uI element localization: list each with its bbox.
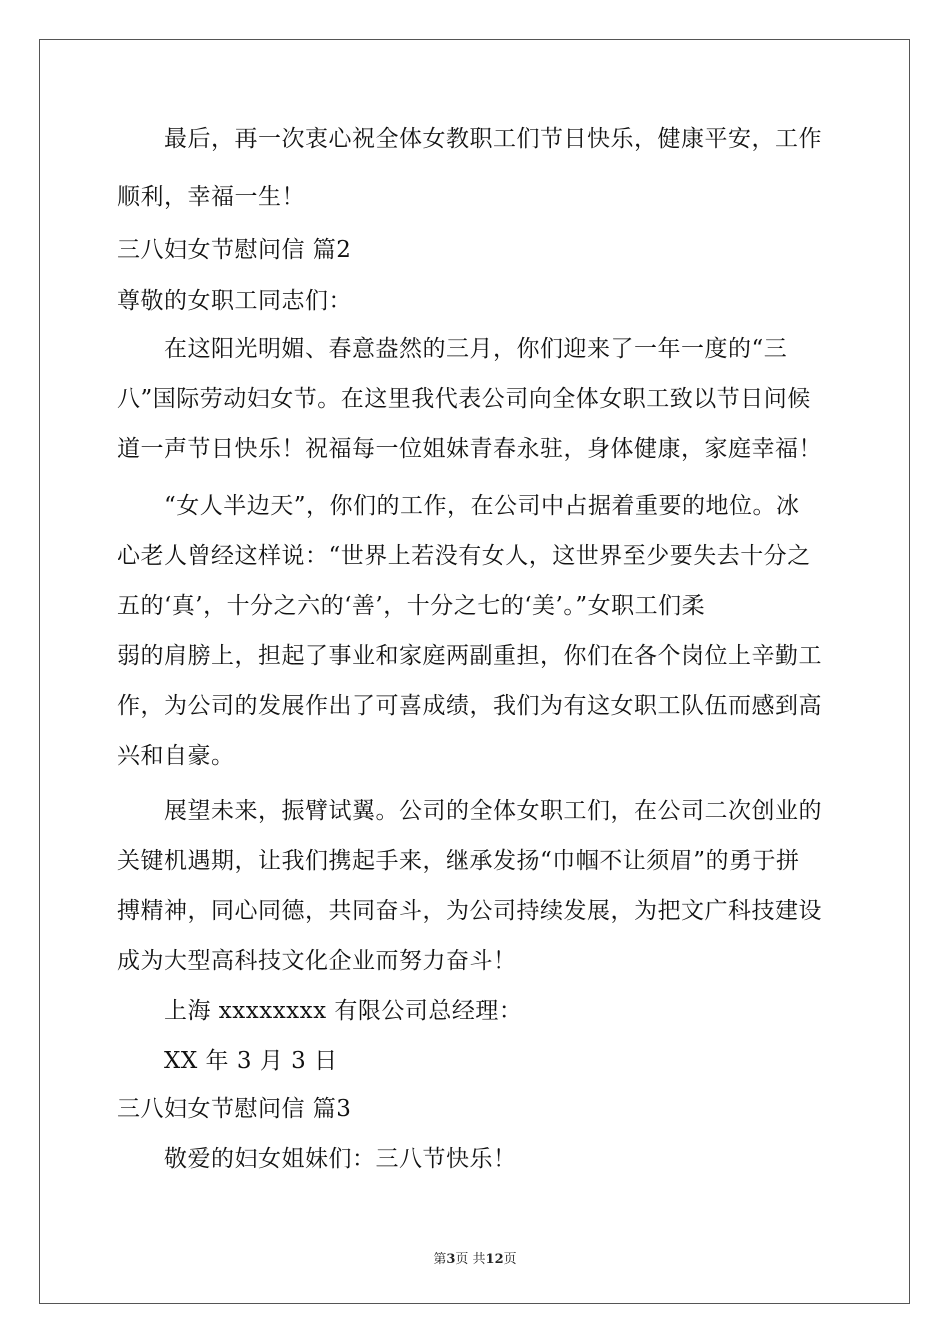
paragraph-line: 关键机遇期，让我们携起手来，继承发扬“巾帼不让须眉”的勇于拼 bbox=[117, 848, 800, 874]
paragraph-line: 心老人曾经这样说：“世界上若没有女人，这世界至少要失去十分之 bbox=[117, 543, 811, 569]
paragraph-line: 在这阳光明媚、春意盎然的三月，你们迎来了一年一度的“三 bbox=[164, 336, 788, 362]
page-footer bbox=[0, 1248, 950, 1267]
paragraph-line: 展望未来，振臂试翼。公司的全体女职工们，在公司二次创业的 bbox=[164, 798, 822, 824]
footer-total-pages: 12 bbox=[485, 1252, 504, 1267]
paragraph-line: “女人半边天”，你们的工作，在公司中占据着重要的地位。冰 bbox=[164, 493, 800, 519]
paragraph-line: 弱的肩膀上，担起了事业和家庭两副重担，你们在各个岗位上辛勤工 bbox=[117, 643, 822, 669]
paragraph-line: 搏精神，同心同德，共同奋斗，为公司持续发展，为把文广科技建设 bbox=[117, 898, 822, 924]
signature-date: XX 年 3 月 3 日 bbox=[164, 1048, 338, 1074]
footer-prefix: 第 bbox=[433, 1252, 447, 1267]
paragraph-line: 作，为公司的发展作出了可喜成绩，我们为有这女职工队伍而感到高 bbox=[117, 693, 822, 719]
paragraph-line: 八”国际劳动妇女节。在这里我代表公司向全体女职工致以节日问候 bbox=[117, 386, 811, 412]
footer-page-number: 3 bbox=[446, 1252, 456, 1267]
signature-company: 上海 xxxxxxxx 有限公司总经理： bbox=[164, 998, 523, 1024]
paragraph-line: 兴和自豪。 bbox=[117, 743, 235, 769]
paragraph-line: 成为大型高科技文化企业而努力奋斗！ bbox=[117, 948, 517, 974]
footer-middle: 页 共 bbox=[455, 1252, 486, 1267]
paragraph-line: 顺利，幸福一生！ bbox=[117, 184, 305, 210]
paragraph-line: 五的‘真’，十分之六的‘善’，十分之七的‘美’。”女职工们柔 bbox=[117, 593, 706, 619]
section-heading: 三八妇女节慰问信 篇3 bbox=[117, 1096, 352, 1122]
paragraph-line: 道一声节日快乐！祝福每一位姐妹青春永驻，身体健康，家庭幸福！ bbox=[117, 436, 822, 462]
footer-suffix: 页 bbox=[503, 1252, 517, 1267]
salutation: 敬爱的妇女姐妹们：三八节快乐！ bbox=[164, 1146, 517, 1172]
salutation: 尊敬的女职工同志们： bbox=[117, 288, 352, 314]
section-heading: 三八妇女节慰问信 篇2 bbox=[117, 237, 352, 263]
paragraph-line: 最后，再一次衷心祝全体女教职工们节日快乐，健康平安，工作 bbox=[164, 126, 822, 152]
